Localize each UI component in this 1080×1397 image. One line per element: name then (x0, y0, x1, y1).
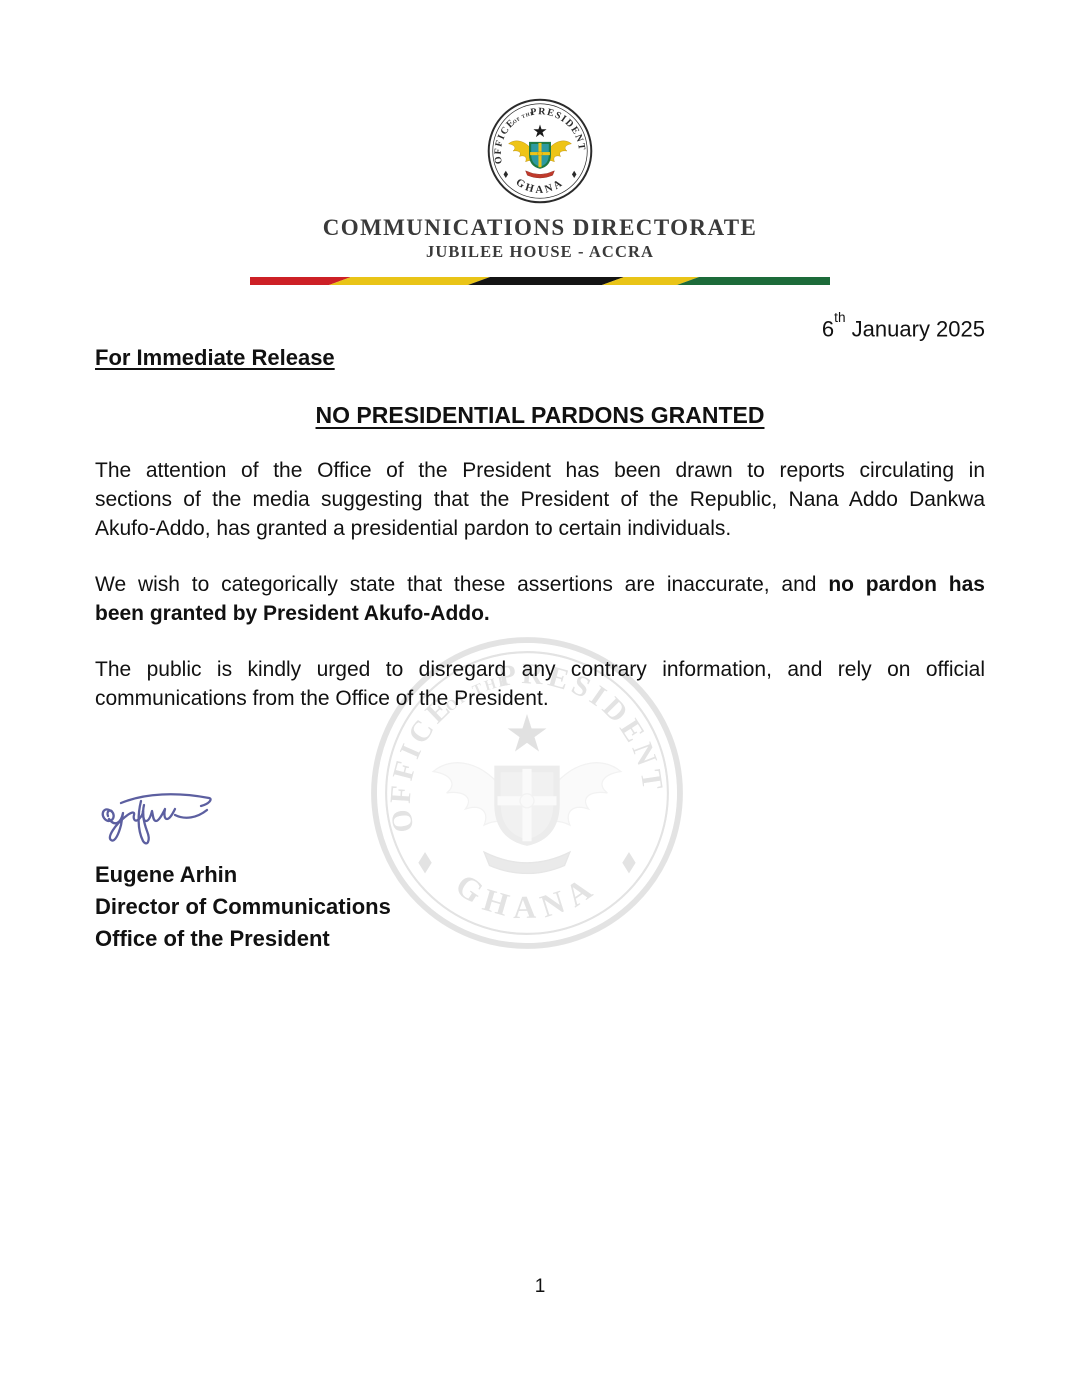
org-name: COMMUNICATIONS DIRECTORATE (322, 215, 758, 240)
paragraph-1-line-2: sections of the media suggesting that the President of the Republic, Nana Addo Dankwa (95, 488, 985, 512)
paragraph-3 (0, 655, 1080, 713)
paragraph-2-line-2: been granted by President Akufo-Addo. (95, 602, 490, 626)
flag-bar-wrap (0, 272, 1080, 290)
date-day: 6 (821, 316, 835, 342)
org-address: JUBILEE HOUSE - ACCRA (425, 242, 654, 261)
header-seal-area (0, 0, 1080, 210)
office-of-the-president-seal (486, 97, 594, 205)
page-number: 1 (534, 1276, 546, 1297)
date-line (0, 309, 1080, 342)
document-title: NO PRESIDENTIAL PARDONS GRANTED (315, 402, 765, 429)
paragraph-1 (0, 456, 1080, 543)
date-rest: January 2025 (851, 316, 985, 342)
paragraph-2-line-1: We wish to categorically state that these assertions are inaccurate, and no pardon has (95, 573, 985, 597)
handwritten-signature (97, 785, 247, 857)
paragraph-1-line-3: Akufo-Addo, has granted a presidential pardon to certain individuals. (95, 517, 732, 541)
date-ordinal: th (834, 309, 846, 325)
ghana-flag-divider (250, 277, 830, 285)
signer-role: Director of Communications (95, 894, 391, 920)
paragraph-3-line-1: The public is kindly urged to disregard any contrary information, and rely on official (95, 658, 985, 682)
signer-name: Eugene Arhin (95, 862, 238, 888)
paragraph-3-line-2: communications from the Office of the President. (95, 687, 549, 711)
signer-office: Office of the President (95, 926, 330, 952)
paragraph-2 (0, 570, 1080, 628)
paragraph-1-line-1: The attention of the Office of the President has been drawn to reports circulating in (95, 459, 985, 483)
release-label: For Immediate Release (95, 345, 335, 371)
signature-block (0, 785, 1080, 953)
